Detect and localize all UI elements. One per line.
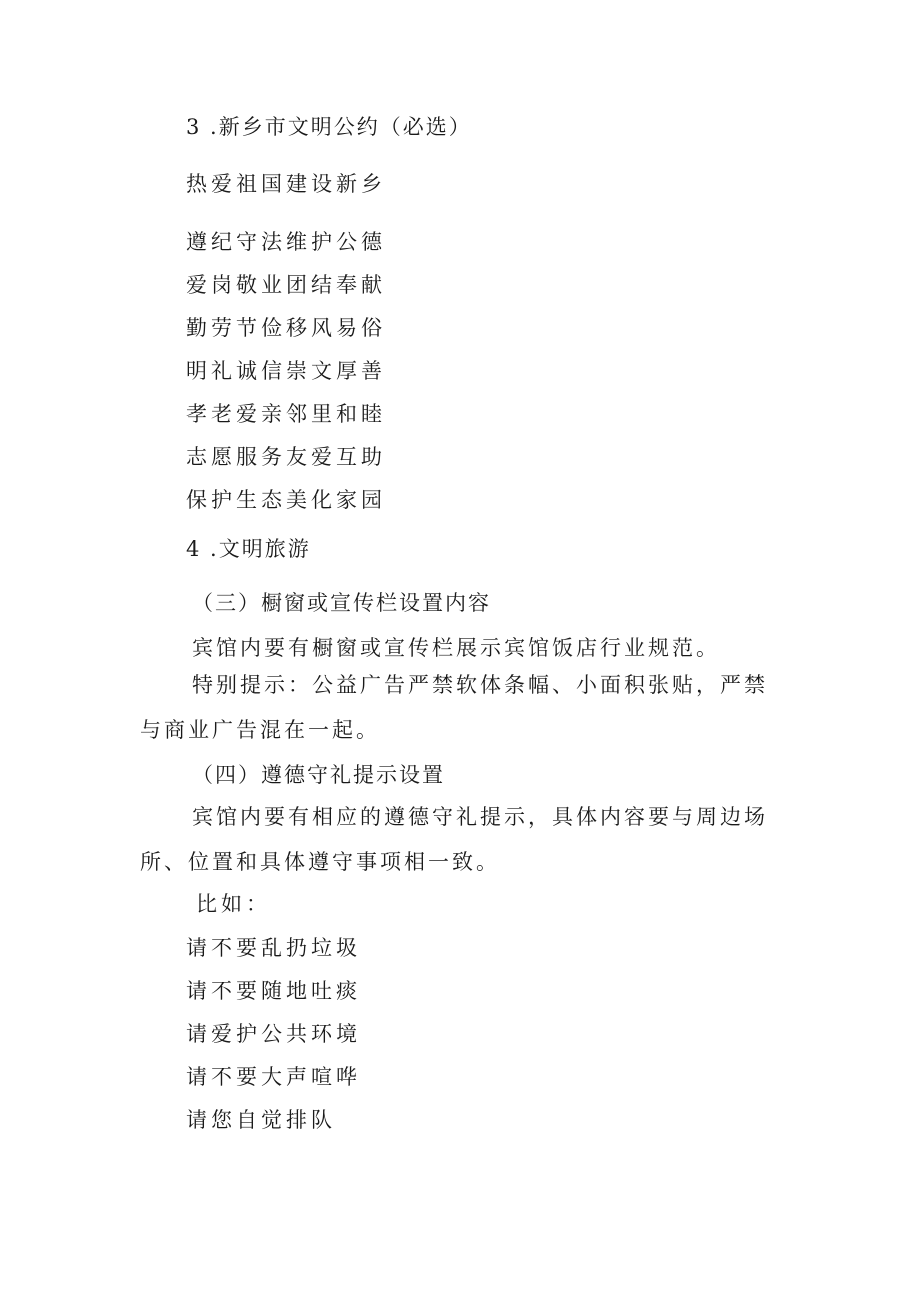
convention-line: 志愿服务友爱互助 [186,445,386,469]
example-line: 请不要随地吐痰 [186,979,361,1003]
section4-heading: （四）遵德守礼提示设置 [192,763,445,787]
example-line: 请不要大声喧哗 [186,1065,361,1089]
example-line: 请爱护公共环境 [186,1022,361,1046]
convention-line: 爱岗敬业团结奉献 [186,273,386,297]
convention-line: 孝老爱亲邻里和睦 [186,402,386,426]
special-note-paragraph: 特别提示：公益广告严禁软体条幅、小面积张贴，严禁与商业广告混在一起。 [140,673,768,742]
section4-paragraph: 宾馆内要有相应的遵德守礼提示，具体内容要与周边场所、位置和具体遵守事项相一致。 [140,805,768,874]
example-line: 请您自觉排队 [186,1108,336,1132]
convention-line: 明礼诚信崇文厚善 [186,359,386,383]
convention-line: 遵纪守法维护公德 [186,230,386,254]
item4-heading: 4 .文明旅游 [186,537,311,561]
convention-line: 勤劳节俭移风易俗 [186,316,386,340]
convention-line: 热爱祖国建设新乡 [186,172,386,196]
section3-paragraph: 宾馆内要有橱窗或宣传栏展示宾馆饭店行业规范。 [192,636,720,660]
item3-heading: 3 .新乡市文明公约（必选） [186,115,472,139]
example-label: 比如： [196,892,271,916]
section3-heading: （三）橱窗或宣传栏设置内容 [192,591,491,615]
example-line: 请不要乱扔垃圾 [186,936,361,960]
convention-line: 保护生态美化家园 [186,488,386,512]
